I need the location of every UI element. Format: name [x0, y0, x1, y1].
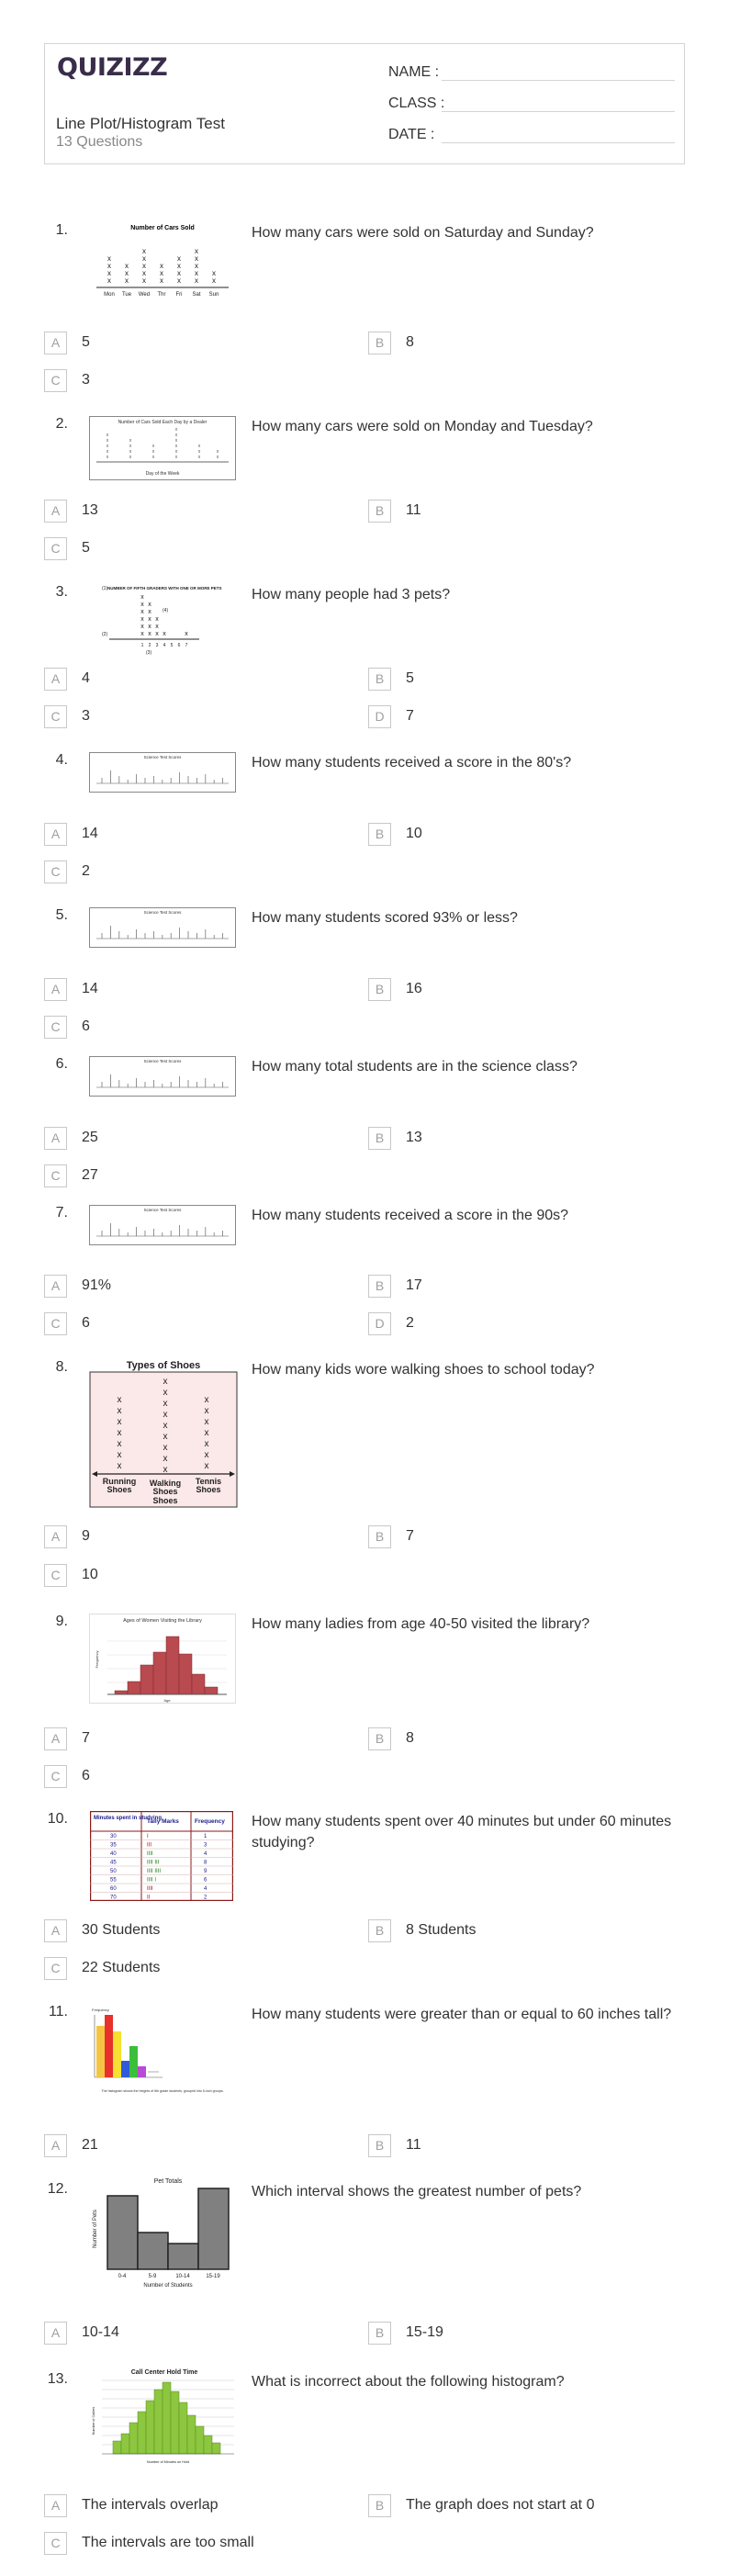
svg-text:Age: Age — [163, 1698, 171, 1703]
svg-text:x: x — [163, 1421, 168, 1431]
svg-text:Frequency: Frequency — [92, 2008, 109, 2012]
svg-text:x: x — [107, 254, 111, 263]
svg-text:x: x — [140, 609, 144, 615]
svg-text:x: x — [195, 269, 198, 277]
question-text: How many students were greater than or equal to 60 inches tall? — [252, 2007, 672, 2022]
svg-text:Walking: Walking — [149, 1479, 182, 1488]
height-histogram — [89, 2004, 236, 2099]
svg-text:x: x — [204, 1395, 209, 1405]
question-text: How many cars were sold on Monday and Tuesday? — [252, 419, 593, 434]
question-number: 4. — [55, 752, 68, 768]
svg-text:x: x — [160, 269, 163, 277]
svg-text:x: x — [174, 433, 178, 438]
svg-text:Sun: Sun — [208, 292, 219, 298]
svg-text:x: x — [148, 624, 151, 630]
question-number: 7. — [55, 1205, 68, 1221]
svg-text:x: x — [174, 427, 178, 433]
types-of-shoes-plot — [89, 1359, 238, 1508]
svg-text:x: x — [155, 631, 159, 637]
svg-text:x: x — [174, 455, 178, 460]
svg-text:7: 7 — [185, 643, 188, 648]
svg-text:x: x — [195, 254, 198, 263]
figure-title: Number of Cars Sold — [130, 225, 195, 231]
svg-text:x: x — [117, 1461, 122, 1471]
tally-cell: II — [147, 1895, 151, 1901]
svg-text:Day of the Week: Day of the Week — [145, 471, 180, 477]
svg-text:x: x — [195, 262, 198, 270]
question-number: 1. — [55, 222, 68, 238]
question-text: How many kids wore walking shoes to school today? — [252, 1362, 595, 1378]
svg-text:x: x — [106, 433, 109, 438]
question-text: How many students scored 93% or less? — [252, 910, 518, 926]
svg-text:x: x — [195, 276, 198, 285]
minutes-cell: 35 — [110, 1842, 117, 1849]
minutes-cell: 70 — [110, 1895, 117, 1901]
svg-text:2: 2 — [148, 643, 151, 648]
svg-text:x: x — [151, 444, 155, 449]
frequency-cell: 1 — [204, 1834, 207, 1839]
question-text: How many total students are in the science class? — [252, 1059, 578, 1074]
svg-text:Science Test Scores: Science Test Scores — [143, 1059, 182, 1063]
name-field[interactable]: NAME : — [388, 64, 675, 81]
question-text: How many cars were sold on Saturday and Sunday? — [252, 225, 594, 241]
svg-text:x: x — [177, 276, 181, 285]
minutes-cell: 50 — [110, 1869, 117, 1874]
question-number: 11. — [48, 2004, 68, 2019]
svg-text:x: x — [117, 1439, 122, 1449]
svg-text:x: x — [117, 1417, 122, 1427]
question-number: 9. — [55, 1614, 68, 1629]
svg-text:5-9: 5-9 — [148, 2274, 157, 2279]
svg-text:Shoes: Shoes — [152, 1496, 178, 1505]
question-text: What is incorrect about the following histogram? — [252, 2374, 565, 2390]
svg-text:x: x — [125, 262, 129, 270]
svg-text:5: 5 — [170, 643, 174, 648]
svg-text:4: 4 — [163, 643, 166, 648]
question-text: How many people had 3 pets? — [252, 587, 451, 602]
library-ages-histogram — [89, 1614, 236, 1704]
svg-text:x: x — [197, 455, 201, 460]
pet-totals-histogram — [89, 2174, 238, 2291]
svg-text:Tue: Tue — [121, 292, 132, 298]
svg-text:Ages of Women Visiting the Lib: Ages of Women Visiting the Library — [123, 1618, 202, 1624]
minutes-cell: 60 — [110, 1886, 117, 1892]
tally-cell: III — [147, 1842, 152, 1849]
svg-text:x: x — [129, 449, 132, 455]
science-scores-plot — [89, 752, 236, 793]
svg-text:x: x — [163, 1465, 168, 1475]
svg-text:Tennis: Tennis — [195, 1477, 222, 1486]
tally-cell: IIII IIII — [147, 1869, 162, 1874]
svg-text:x: x — [151, 449, 155, 455]
svg-text:x: x — [129, 438, 132, 444]
svg-text:Number of Minutes on Hold: Number of Minutes on Hold — [146, 2460, 190, 2464]
svg-text:x: x — [148, 616, 151, 623]
svg-text:6: 6 — [177, 643, 181, 648]
svg-text:x: x — [163, 1443, 168, 1453]
svg-text:x: x — [163, 1377, 168, 1387]
question-number: 8. — [55, 1359, 68, 1375]
svg-text:x: x — [177, 262, 181, 270]
svg-text:x: x — [129, 455, 132, 460]
svg-text:Shoes: Shoes — [196, 1485, 221, 1494]
test-title: Line Plot/Histogram Test — [56, 115, 225, 132]
frequency-cell: 9 — [204, 1869, 207, 1874]
svg-text:x: x — [174, 449, 178, 455]
svg-text:10-14: 10-14 — [175, 2274, 190, 2279]
svg-text:x: x — [129, 444, 132, 449]
tally-cell: I — [147, 1834, 149, 1839]
question-number: 5. — [55, 907, 68, 923]
svg-text:15-19: 15-19 — [206, 2274, 220, 2279]
svg-text:(4): (4) — [163, 608, 169, 613]
svg-text:Tally Marks: Tally Marks — [147, 1818, 179, 1825]
date-field[interactable]: DATE : — [388, 127, 675, 143]
svg-text:Types of Shoes: Types of Shoes — [126, 1360, 201, 1371]
svg-text:x: x — [204, 1439, 209, 1449]
svg-text:Shoes: Shoes — [152, 1487, 178, 1496]
svg-text:Mon: Mon — [104, 292, 115, 298]
question-text: How many students received a score in the 90s? — [252, 1208, 569, 1223]
svg-text:Number of Pets: Number of Pets — [93, 2210, 98, 2248]
svg-text:x: x — [117, 1395, 122, 1405]
svg-text:x: x — [140, 624, 144, 630]
svg-text:x: x — [106, 444, 109, 449]
question-text: How many ladies from age 40-50 visited the library? — [252, 1616, 590, 1632]
svg-text:Wed: Wed — [138, 292, 151, 298]
svg-text:x: x — [117, 1428, 122, 1438]
question-number: 12. — [47, 2181, 68, 2197]
svg-text:x: x — [204, 1461, 209, 1471]
svg-text:x: x — [106, 455, 109, 460]
svg-text:x: x — [177, 269, 181, 277]
svg-text:x: x — [195, 247, 198, 255]
frequency-cell: 4 — [204, 1886, 207, 1892]
svg-text:x: x — [185, 631, 188, 637]
question-text: How many students spent over 40 minutes but under 60 minutes studying? — [252, 1814, 672, 1850]
svg-text:1: 1 — [140, 643, 144, 648]
svg-text:x: x — [163, 1410, 168, 1420]
question-number: 2. — [55, 416, 68, 432]
svg-text:x: x — [140, 594, 144, 601]
question-count: 13 Questions — [56, 134, 143, 150]
frequency-cell: 4 — [204, 1851, 207, 1857]
svg-text:0-4: 0-4 — [118, 2274, 127, 2279]
svg-text:Science Test Scores: Science Test Scores — [143, 910, 182, 915]
science-scores-plot — [89, 907, 236, 948]
question-text: Which interval shows the greatest number of pets? — [252, 2184, 582, 2199]
svg-text:x: x — [216, 455, 219, 460]
svg-text:x: x — [151, 455, 155, 460]
svg-text:x: x — [155, 616, 159, 623]
minutes-cell: 40 — [110, 1851, 117, 1857]
svg-text:(3): (3) — [146, 650, 152, 656]
svg-text:x: x — [174, 438, 178, 444]
svg-text:Running: Running — [102, 1477, 137, 1486]
class-field[interactable]: CLASS : — [388, 96, 675, 112]
svg-text:Number of Callers: Number of Callers — [92, 2406, 95, 2435]
svg-text:x: x — [177, 254, 181, 263]
minutes-cell: 55 — [110, 1877, 117, 1884]
svg-text:x: x — [160, 276, 163, 285]
svg-text:x: x — [106, 449, 109, 455]
svg-text:3: 3 — [155, 643, 159, 648]
svg-text:x: x — [142, 276, 146, 285]
svg-text:x: x — [148, 609, 151, 615]
svg-text:x: x — [204, 1417, 209, 1427]
svg-text:x: x — [197, 444, 201, 449]
svg-text:Number of Students: Number of Students — [143, 2283, 193, 2289]
svg-text:x: x — [117, 1450, 122, 1460]
svg-text:x: x — [216, 449, 219, 455]
svg-text:Frequency: Frequency — [195, 1818, 225, 1825]
svg-text:Number of Cars Sold Each Day b: Number of Cars Sold Each Day by a Dealer — [118, 420, 207, 425]
minutes-cell: 30 — [110, 1834, 117, 1839]
svg-text:Shoes: Shoes — [107, 1485, 132, 1494]
svg-text:x: x — [204, 1406, 209, 1416]
question-number: 6. — [55, 1056, 68, 1072]
svg-text:Thr: Thr — [157, 292, 166, 298]
svg-text:x: x — [174, 444, 178, 449]
minutes-cell: 45 — [110, 1860, 117, 1866]
svg-text:x: x — [142, 262, 146, 270]
svg-text:x: x — [142, 247, 146, 255]
frequency-cell: 2 — [204, 1895, 207, 1901]
svg-text:x: x — [106, 438, 109, 444]
svg-text:(1): (1) — [102, 586, 108, 591]
svg-text:Minutes spent in studying: Minutes spent in studying — [94, 1816, 163, 1821]
question-number: 13. — [47, 2371, 68, 2387]
question-number: 3. — [55, 584, 68, 600]
worksheet-header — [44, 43, 685, 164]
svg-text:Science Test Scores: Science Test Scores — [143, 755, 182, 759]
svg-text:x: x — [107, 276, 111, 285]
svg-text:x: x — [125, 269, 129, 277]
study-minutes-frequency-table — [90, 1811, 233, 1901]
tally-cell: IIII I — [147, 1877, 157, 1884]
svg-text:x: x — [142, 254, 146, 263]
frequency-cell: 3 — [204, 1842, 207, 1849]
svg-text:x: x — [140, 602, 144, 608]
svg-text:x: x — [160, 262, 163, 270]
svg-text:x: x — [140, 616, 144, 623]
cars-sold-line-plot — [89, 222, 236, 298]
svg-text:x: x — [140, 631, 144, 637]
svg-text:Fri: Fri — [175, 292, 183, 298]
svg-text:Frequency: Frequency — [95, 1650, 99, 1669]
svg-text:Science Test Scores: Science Test Scores — [143, 1208, 182, 1212]
svg-text:Pet Totals: Pet Totals — [153, 2178, 183, 2185]
svg-text:The histogram shows the height: The histogram shows the heights of 6th grade students, grouped into 5-inch groups. — [101, 2089, 224, 2093]
question-number: 10. — [47, 1811, 68, 1827]
svg-text:x: x — [155, 624, 159, 630]
frequency-cell: 6 — [204, 1877, 207, 1884]
tally-cell: IIII — [147, 1851, 153, 1857]
svg-text:x: x — [163, 1399, 168, 1409]
svg-text:x: x — [204, 1450, 209, 1460]
svg-text:Sat: Sat — [192, 292, 201, 298]
svg-text:x: x — [204, 1428, 209, 1438]
svg-text:x: x — [197, 449, 201, 455]
svg-text:x: x — [163, 1388, 168, 1398]
science-scores-plot — [89, 1205, 236, 1245]
frequency-cell: 8 — [204, 1860, 207, 1866]
tally-cell: IIII — [147, 1886, 153, 1892]
svg-text:x: x — [163, 631, 166, 637]
science-scores-plot — [89, 1056, 236, 1097]
svg-text:x: x — [212, 276, 216, 285]
svg-text:x: x — [163, 1432, 168, 1442]
svg-text:x: x — [125, 276, 129, 285]
svg-text:NUMBER OF FIFTH GRADERS WITH O: NUMBER OF FIFTH GRADERS WITH ONE OR MORE PETS — [107, 586, 222, 591]
svg-text:x: x — [142, 269, 146, 277]
svg-text:x: x — [107, 262, 111, 270]
svg-text:x: x — [107, 269, 111, 277]
quizizz-logo: QUIZIZZ — [57, 53, 168, 82]
svg-text:x: x — [212, 269, 216, 277]
tally-cell: IIII III — [147, 1860, 160, 1866]
svg-text:(2): (2) — [102, 632, 108, 637]
pets-line-plot — [89, 584, 245, 658]
svg-text:Call Center Hold Time: Call Center Hold Time — [130, 2369, 198, 2376]
svg-text:x: x — [148, 631, 151, 637]
question-text: How many students received a score in the 80's? — [252, 755, 572, 771]
svg-text:x: x — [163, 1454, 168, 1464]
call-center-histogram — [89, 2366, 240, 2467]
svg-text:x: x — [148, 602, 151, 608]
cars-sold-dealer-plot — [89, 416, 236, 480]
svg-text:x: x — [117, 1406, 122, 1416]
